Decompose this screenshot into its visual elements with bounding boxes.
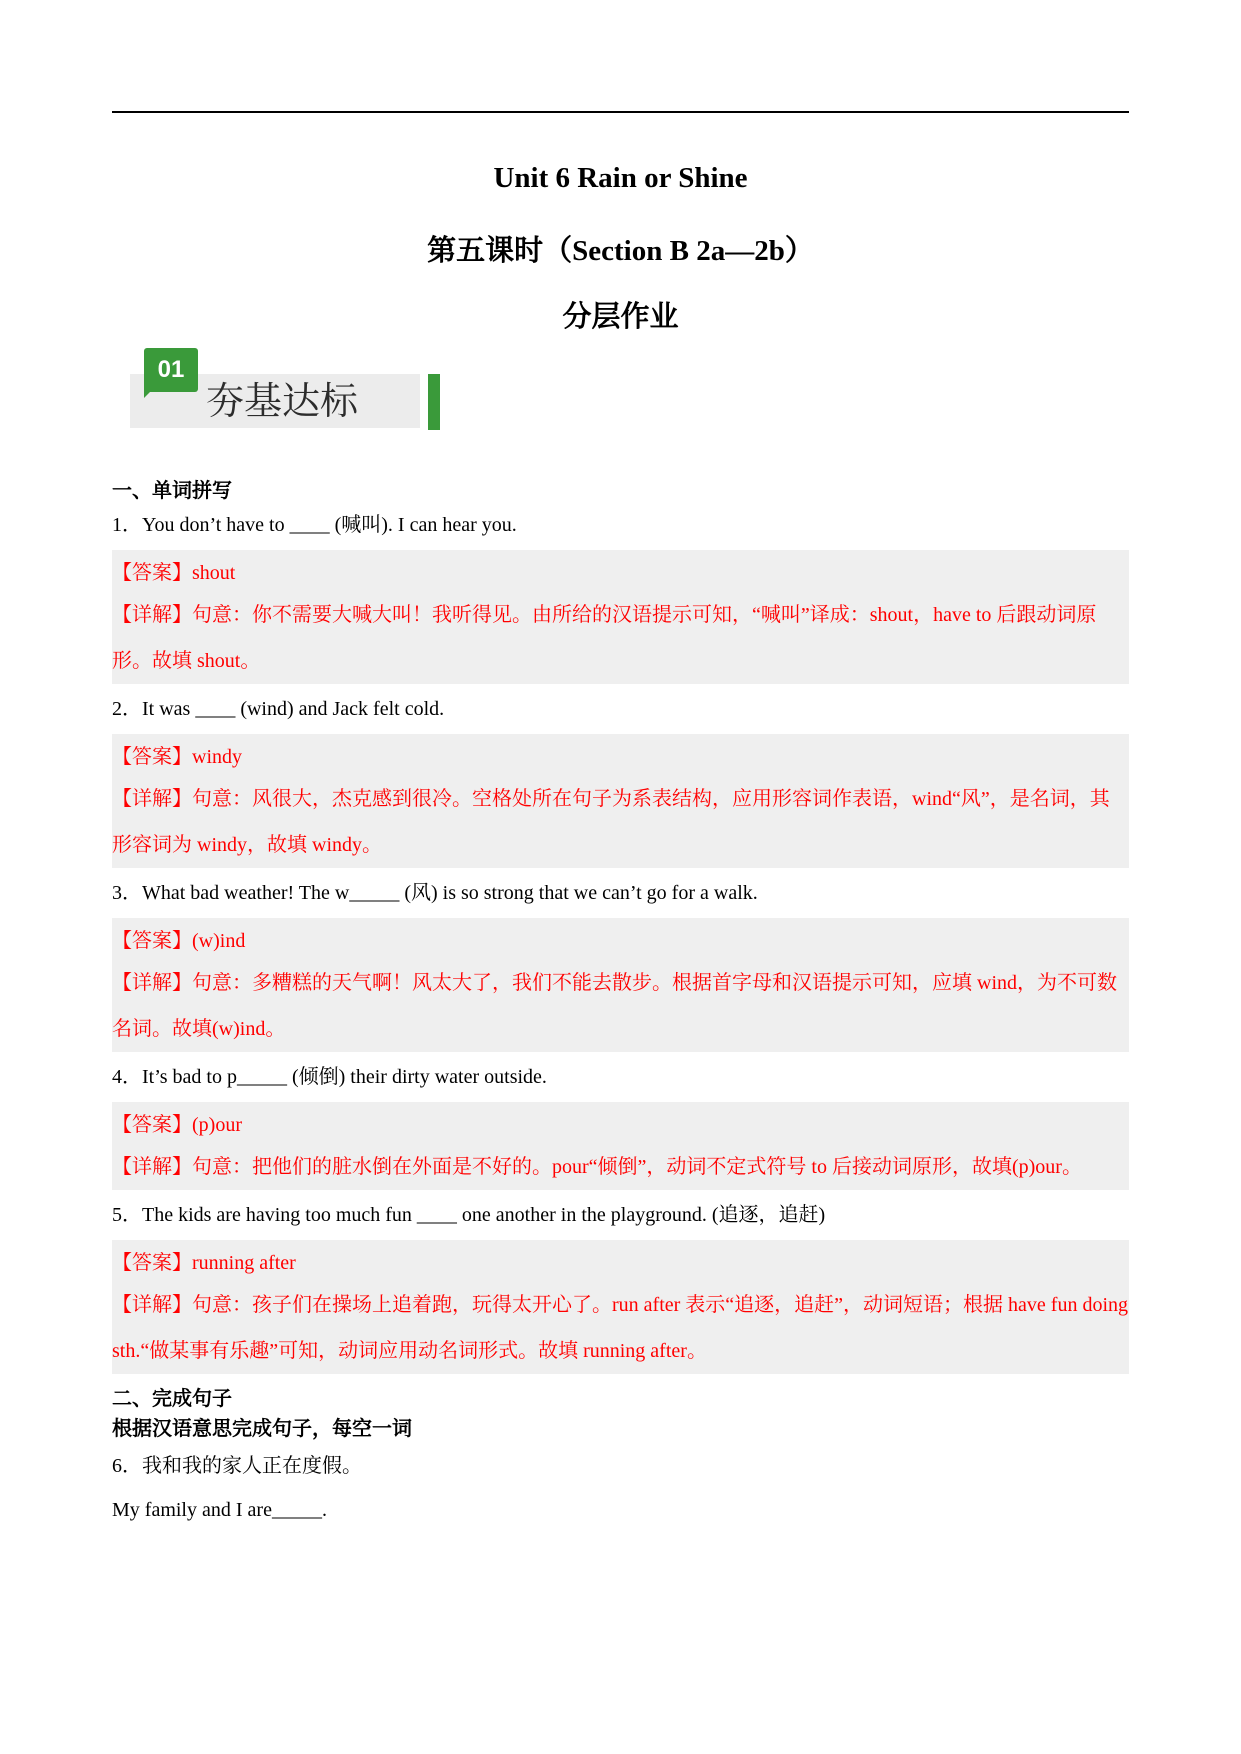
answer-block [112, 734, 1129, 868]
answer-block [112, 1102, 1129, 1190]
content-area [112, 476, 1129, 1532]
section2-heading: 二、完成句子 [112, 1388, 232, 1410]
homework-subtitle: 分层作业 [562, 301, 679, 333]
answer-line: 【答案】(p)our [112, 1114, 242, 1136]
explanation-text: 【详解】句意：多糟糕的天气啊！风太大了，我们不能去散步。根据首字母和汉语提示可知，应填 wind，为不可数名词。故填(w)ind。 [112, 972, 1117, 1040]
question-text: 2．It was ____ (wind) and Jack felt cold. [112, 698, 445, 720]
badge-label: 夯基达标 [206, 379, 359, 423]
question6-english: My family and I are_____. [112, 1499, 327, 1521]
explanation-text: 【详解】句意：孩子们在操场上追着跑，玩得太开心了。run after 表示“追逐，追赶”，动词短语；根据 have fun doing sth.“做某事有乐趣”可知，动词应用动名词形式。故填 running after。 [112, 1294, 1129, 1362]
badge-number: 01 [144, 348, 198, 392]
answer-line: 【答案】windy [112, 746, 242, 768]
level-badge [130, 348, 440, 430]
answer-line: 【答案】running after [112, 1252, 296, 1274]
badge-tail-icon [144, 388, 154, 398]
question-text: 4．It’s bad to p_____ (倾倒) their dirty water outside. [112, 1066, 547, 1088]
question-text: 5．The kids are having too much fun ____ one another in the playground. (追逐，追赶) [112, 1204, 826, 1226]
unit-title: Unit 6 Rain or Shine [493, 162, 748, 194]
question6-chinese: 6．我和我的家人正在度假。 [112, 1455, 362, 1477]
question-text: 1．You don’t have to ____ (喊叫). I can hear you. [112, 514, 517, 536]
header-rule [112, 111, 1129, 113]
badge-accent-bar [428, 374, 440, 430]
answer-block [112, 918, 1129, 1052]
explanation-text: 【详解】句意：把他们的脏水倒在外面是不好的。pour“倾倒”，动词不定式符号 to 后接动词原形，故填(p)our。 [112, 1156, 1082, 1178]
answer-block [112, 550, 1129, 684]
answer-line: 【答案】shout [112, 562, 236, 584]
explanation-text: 【详解】句意：风很大，杰克感到很冷。空格处所在句子为系表结构，应用形容词作表语，wind“风”，是名词，其形容词为 windy，故填 windy。 [112, 788, 1110, 856]
answer-block [112, 1240, 1129, 1374]
question-text: 3．What bad weather! The w_____ (风) is so strong that we can’t go for a walk. [112, 882, 758, 904]
section1-heading: 一、单词拼写 [112, 480, 232, 502]
lesson-subtitle: 第五课时（Section B 2a—2b） [427, 235, 814, 267]
section2-instruction: 根据汉语意思完成句子，每空一词 [112, 1418, 412, 1440]
explanation-text: 【详解】句意：你不需要大喊大叫！我听得见。由所给的汉语提示可知，“喊叫”译成：shout，have to 后跟动词原形。故填 shout。 [112, 604, 1097, 672]
answer-line: 【答案】(w)ind [112, 930, 246, 952]
